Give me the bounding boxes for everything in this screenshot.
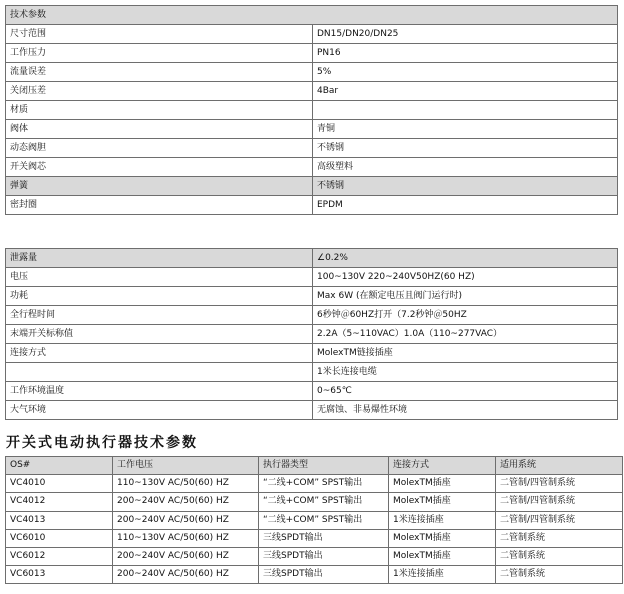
model-cell: VC6012 bbox=[6, 547, 113, 565]
spec-label: 阀体 bbox=[6, 120, 313, 139]
actuator-label: 电压 bbox=[6, 268, 313, 287]
table-row bbox=[6, 44, 618, 63]
section-title: 开关式电动执行器技术参数 bbox=[6, 435, 198, 451]
model-cell: VC4010 bbox=[6, 475, 113, 493]
table-row bbox=[6, 529, 623, 547]
actuator-value: 无腐蚀、非易爆性环境 bbox=[313, 401, 618, 420]
spec-value: 青铜 bbox=[313, 120, 618, 139]
table-row bbox=[6, 325, 618, 344]
table-row bbox=[6, 158, 618, 177]
table-row bbox=[6, 287, 618, 306]
models-table bbox=[5, 456, 623, 584]
actuator-label: 功耗 bbox=[6, 287, 313, 306]
actuator-type-cell: 三线SPDT输出 bbox=[259, 547, 389, 565]
spec-label: 材质 bbox=[6, 101, 313, 120]
connection-cell: MolexTM插座 bbox=[389, 475, 496, 493]
connection-cell: MolexTM插座 bbox=[389, 529, 496, 547]
column-header: 执行器类型 bbox=[259, 457, 389, 475]
spec-table-header: 技术参数 bbox=[6, 6, 618, 25]
table-row bbox=[6, 268, 618, 287]
spec-value: 5% bbox=[313, 63, 618, 82]
spec-value: 高级塑料 bbox=[313, 158, 618, 177]
spec-label: 关闭压差 bbox=[6, 82, 313, 101]
column-header: 连接方式 bbox=[389, 457, 496, 475]
spec-label: 开关阀芯 bbox=[6, 158, 313, 177]
table-row bbox=[6, 493, 623, 511]
system-cell: 二管制系统 bbox=[496, 529, 623, 547]
spec-value: 4Bar bbox=[313, 82, 618, 101]
spec-table-header-row bbox=[6, 6, 618, 25]
column-header: 工作电压 bbox=[113, 457, 259, 475]
spec-value: DN15/DN20/DN25 bbox=[313, 25, 618, 44]
table-row bbox=[6, 306, 618, 325]
actuator-value: MolexTM链接插座 bbox=[313, 344, 618, 363]
spec-value: PN16 bbox=[313, 44, 618, 63]
table-row bbox=[6, 511, 623, 529]
system-cell: 二管制/四管制系统 bbox=[496, 475, 623, 493]
system-cell: 二管制系统 bbox=[496, 566, 623, 584]
actuator-value: 6秒钟＠60HZ打开（7.2秒钟＠50HZ bbox=[313, 306, 618, 325]
actuator-label: 工作环境温度 bbox=[6, 382, 313, 401]
actuator-value: 0~65℃ bbox=[313, 382, 618, 401]
system-cell: 二管制/四管制系统 bbox=[496, 493, 623, 511]
spec-table bbox=[5, 5, 618, 215]
voltage-cell: 200~240V AC/50(60) HZ bbox=[113, 566, 259, 584]
table-row bbox=[6, 401, 618, 420]
actuator-type-cell: 三线SPDT输出 bbox=[259, 529, 389, 547]
actuator-label: 泄露量 bbox=[6, 249, 313, 268]
spec-value: EPDM bbox=[313, 196, 618, 215]
actuator-label: 连接方式 bbox=[6, 344, 313, 363]
column-header: 适用系统 bbox=[496, 457, 623, 475]
actuator-label bbox=[6, 363, 313, 382]
actuator-value: 1米长连接电缆 bbox=[313, 363, 618, 382]
spec-label: 尺寸范围 bbox=[6, 25, 313, 44]
model-cell: VC6013 bbox=[6, 566, 113, 584]
spec-value: 不锈钢 bbox=[313, 177, 618, 196]
system-cell: 二管制系统 bbox=[496, 547, 623, 565]
actuator-table bbox=[5, 248, 618, 420]
table-row bbox=[6, 82, 618, 101]
spec-value: 不锈钢 bbox=[313, 139, 618, 158]
actuator-value: 100~130V 220~240V50HZ(60 HZ) bbox=[313, 268, 618, 287]
spec-label: 动态阀胆 bbox=[6, 139, 313, 158]
table-row bbox=[6, 382, 618, 401]
table-row bbox=[6, 177, 618, 196]
voltage-cell: 200~240V AC/50(60) HZ bbox=[113, 493, 259, 511]
connection-cell: 1米连接插座 bbox=[389, 566, 496, 584]
table-row bbox=[6, 249, 618, 268]
models-header-row bbox=[6, 457, 623, 475]
table-row bbox=[6, 120, 618, 139]
table-row bbox=[6, 547, 623, 565]
system-cell: 二管制/四管制系统 bbox=[496, 511, 623, 529]
voltage-cell: 200~240V AC/50(60) HZ bbox=[113, 547, 259, 565]
actuator-type-cell: 三线SPDT输出 bbox=[259, 566, 389, 584]
connection-cell: 1米连接插座 bbox=[389, 511, 496, 529]
actuator-value: 2.2A（5~110VAC）1.0A（110~277VAC） bbox=[313, 325, 618, 344]
actuator-type-cell: “二线+COM” SPST输出 bbox=[259, 511, 389, 529]
table-row bbox=[6, 196, 618, 215]
table-row bbox=[6, 25, 618, 44]
actuator-value: ∠0.2% bbox=[313, 249, 618, 268]
spec-label: 流量误差 bbox=[6, 63, 313, 82]
column-header: OS# bbox=[6, 457, 113, 475]
spec-value bbox=[313, 101, 618, 120]
table-row bbox=[6, 475, 623, 493]
spec-label: 弹簧 bbox=[6, 177, 313, 196]
voltage-cell: 110~130V AC/50(60) HZ bbox=[113, 475, 259, 493]
table-row bbox=[6, 566, 623, 584]
actuator-label: 末端开关标称值 bbox=[6, 325, 313, 344]
spec-label: 密封圈 bbox=[6, 196, 313, 215]
actuator-label: 大气环境 bbox=[6, 401, 313, 420]
model-cell: VC4012 bbox=[6, 493, 113, 511]
voltage-cell: 200~240V AC/50(60) HZ bbox=[113, 511, 259, 529]
table-row bbox=[6, 344, 618, 363]
actuator-value: Max 6W (在额定电压且阀门运行时) bbox=[313, 287, 618, 306]
table-row bbox=[6, 363, 618, 382]
actuator-label: 全行程时间 bbox=[6, 306, 313, 325]
model-cell: VC4013 bbox=[6, 511, 113, 529]
voltage-cell: 110~130V AC/50(60) HZ bbox=[113, 529, 259, 547]
connection-cell: MolexTM插座 bbox=[389, 547, 496, 565]
actuator-type-cell: “二线+COM” SPST输出 bbox=[259, 493, 389, 511]
spec-label: 工作压力 bbox=[6, 44, 313, 63]
table-row bbox=[6, 63, 618, 82]
connection-cell: MolexTM插座 bbox=[389, 493, 496, 511]
model-cell: VC6010 bbox=[6, 529, 113, 547]
actuator-type-cell: “二线+COM” SPST输出 bbox=[259, 475, 389, 493]
table-row bbox=[6, 101, 618, 120]
table-row bbox=[6, 139, 618, 158]
